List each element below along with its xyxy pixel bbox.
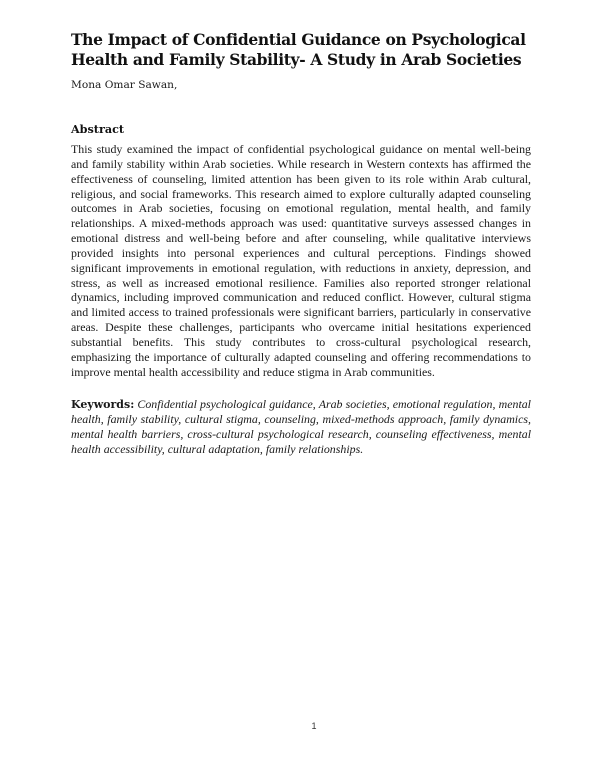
author-line: Mona Omar Sawan, [71, 79, 178, 91]
page-number: 1 [311, 721, 317, 731]
abstract-heading: Abstract [71, 122, 125, 136]
paper-title: The Impact of Confidential Guidance on Psychological Health and Family Stability- A Study in Arab Societies [71, 30, 526, 69]
keywords-label: Keywords: [71, 398, 135, 411]
abstract-body: This study examined the impact of confidential psychological guidance on mental well-being and family stability within Arab societies. While research in Western contexts has affirmed the effectiveness of counseling, limited attention has been given to its role within Arab cultural, religious, and social frameworks. This research aimed to explore culturally adapted counseling outcomes in Arab societies, focusing on emotional regulation, mental health, and family relationships. A mixed-methods approach was used: quantitative surveys assessed changes in emotional distress and well-being before and after counseling, while qualitative interviews provided insights into personal experiences and cultural perceptions. Findings showed significant improvements in emotional regulation, with reductions in anxiety, depression, and stress, as well as increased emotional resilience. Families also reported stronger relational dynamics, including improved communication and reduced conflict. However, cultural stigma and limited access to trained professionals were significant barriers, particularly in conservative areas. Despite these challenges, participants who overcame initial hesitations experienced substantial benefits. This study contributes to cross-cultural psychological research, emphasizing the importance of culturally adapted counseling and offering recommendations to improve mental health accessibility and reduce stigma in Arab communities. [71, 142, 531, 379]
keywords-paragraph [71, 397, 531, 457]
keywords-list: Confidential psychological guidance, Arab societies, emotional regulation, mental health, family stability, cultural stigma, counseling, mixed-methods approach, family dynamics, mental health barriers, cross-cultural psychological research, counseling effectiveness, mental health accessibility, cultural adaptation, family relationships. [71, 397, 531, 456]
